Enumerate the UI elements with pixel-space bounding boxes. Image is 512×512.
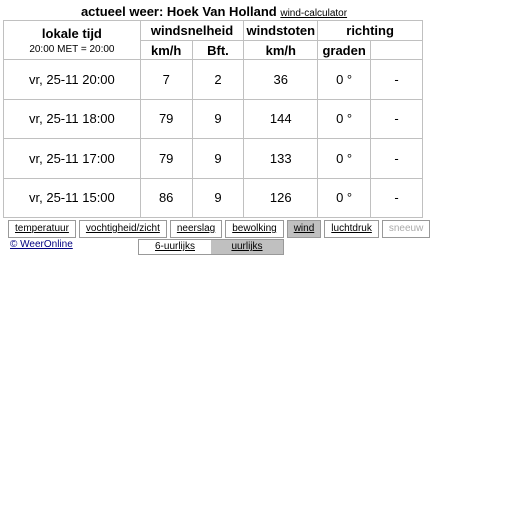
- row-time: vr, 25-11 15:00: [4, 178, 141, 217]
- speed-kmh-header: km/h: [140, 41, 192, 60]
- direction-degrees-header: graden: [318, 41, 371, 60]
- wind-table: [3, 20, 423, 218]
- row-direction: -: [371, 178, 423, 217]
- row-gust: 126: [244, 178, 318, 217]
- direction-header: richting: [318, 21, 423, 41]
- tab-temperatuur[interactable]: temperatuur: [8, 220, 76, 238]
- row-degrees: 0 °: [318, 60, 371, 99]
- time-header: lokale tijd 20:00 MET = 20:00: [4, 21, 141, 60]
- row-kmh: 79: [140, 99, 192, 138]
- row-kmh: 7: [140, 60, 192, 99]
- page-title-line: [0, 4, 428, 19]
- tab-uurlijks[interactable]: uurlijks: [211, 240, 283, 254]
- row-time: vr, 25-11 18:00: [4, 99, 141, 138]
- row-time: vr, 25-11 20:00: [4, 60, 141, 99]
- row-kmh: 86: [140, 178, 192, 217]
- tab-sneeuw: sneeuw: [382, 220, 430, 238]
- row-bft: 9: [192, 178, 244, 217]
- gust-kmh-header: km/h: [244, 41, 318, 60]
- table-row: [4, 139, 423, 178]
- row-gust: 144: [244, 99, 318, 138]
- gust-header: windstoten: [244, 21, 318, 41]
- row-kmh: 79: [140, 139, 192, 178]
- row-direction: -: [371, 60, 423, 99]
- tab-6-uurlijks[interactable]: 6-uurlijks: [139, 240, 211, 254]
- tab-luchtdruk[interactable]: luchtdruk: [324, 220, 379, 238]
- row-degrees: 0 °: [318, 99, 371, 138]
- row-direction: -: [371, 99, 423, 138]
- row-direction: -: [371, 139, 423, 178]
- interval-tabs: [138, 239, 284, 255]
- row-gust: 36: [244, 60, 318, 99]
- row-bft: 9: [192, 139, 244, 178]
- row-degrees: 0 °: [318, 139, 371, 178]
- speed-bft-header: Bft.: [192, 41, 244, 60]
- page-title: actueel weer: Hoek Van Holland: [80, 4, 277, 19]
- row-bft: 2: [192, 60, 244, 99]
- direction-blank-header: [371, 41, 423, 60]
- row-gust: 133: [244, 139, 318, 178]
- table-row: [4, 60, 423, 99]
- tab-vochtigheid-zicht[interactable]: vochtigheid/zicht: [79, 220, 167, 238]
- tab-neerslag[interactable]: neerslag: [170, 220, 222, 238]
- time-subheader: 20:00 MET = 20:00: [29, 43, 115, 55]
- row-time: vr, 25-11 17:00: [4, 139, 141, 178]
- tab-wind[interactable]: wind: [287, 220, 322, 238]
- weather-tabs: [8, 220, 430, 238]
- weeronline-copyright-link[interactable]: © WeerOnline: [10, 239, 73, 250]
- tab-bewolking[interactable]: bewolking: [225, 220, 283, 238]
- table-row: [4, 178, 423, 217]
- row-bft: 9: [192, 99, 244, 138]
- table-row: [4, 99, 423, 138]
- row-degrees: 0 °: [318, 178, 371, 217]
- speed-header: windsnelheid: [140, 21, 244, 41]
- wind-calculator-link[interactable]: wind-calculator: [280, 8, 348, 19]
